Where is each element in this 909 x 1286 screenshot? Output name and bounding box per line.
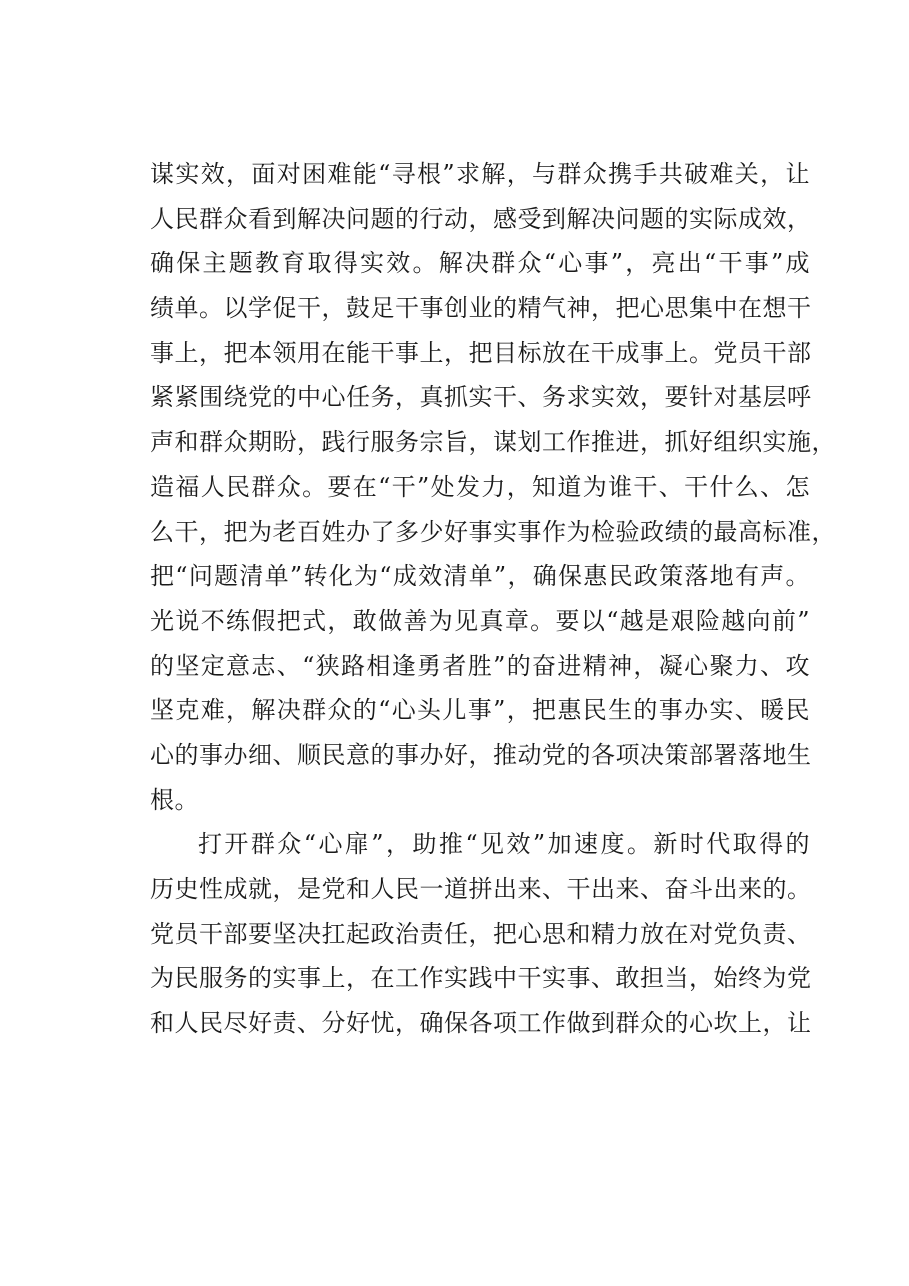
text-line: 根。 <box>150 785 199 814</box>
text-line: 紧紧围绕党的中心任务，真抓实干、务求实效，要针对基层呼 <box>150 383 812 412</box>
text-line: 确保主题教育取得实效。解决群众“心事”，亮出“干事”成 <box>150 249 810 278</box>
text-line: 的坚定意志、“狭路相逢勇者胜”的奋进精神，凝心聚力、攻 <box>150 651 810 680</box>
text-line: 和人民尽好责、分好忧，确保各项工作做到群众的心坎上，让 <box>150 1009 812 1038</box>
text-line: 心的事办细、顺民意的事办好，推动党的各项决策部署落地生 <box>150 740 812 769</box>
paragraph-first-line: 打开群众“心扉”，助推“见效”加速度。新时代取得的 <box>198 830 810 859</box>
text-line: 光说不练假把式，敢做善为见真章。要以“越是艰险越向前” <box>150 606 810 635</box>
text-line: 人民群众看到解决问题的行动，感受到解决问题的实际成效， <box>150 204 812 233</box>
text-line: 把“问题清单”转化为“成效清单”，确保惠民政策落地有声。 <box>150 562 810 591</box>
text-line: 坚克难，解决群众的“心头儿事”，把惠民生的事办实、暖民 <box>150 696 810 725</box>
text-line: 声和群众期盼，践行服务宗旨，谋划工作推进，抓好组织实施， <box>150 428 836 457</box>
body-text <box>150 152 836 1046</box>
text-line: 事上，把本领用在能干事上，把目标放在干成事上。党员干部 <box>150 338 812 367</box>
text-line: 造福人民群众。要在“干”处发力，知道为谁干、干什么、怎 <box>150 472 810 501</box>
text-line: 绩单。以学促干，鼓足干事创业的精气神，把心思集中在想干 <box>150 294 812 323</box>
text-line: 为民服务的实事上，在工作实践中干实事、敢担当，始终为党 <box>150 964 812 993</box>
text-line: 历史性成就，是党和人民一道拼出来、干出来、奋斗出来的。 <box>150 875 812 903</box>
text-line: 谋实效，面对困难能“寻根”求解，与群众携手共破难关，让 <box>150 160 810 188</box>
text-line: 么干，把为老百姓办了多少好事实事作为检验政绩的最高标准， <box>150 517 836 546</box>
text-line: 党员干部要坚决扛起政治责任，把心思和精力放在对党负责、 <box>150 919 812 948</box>
